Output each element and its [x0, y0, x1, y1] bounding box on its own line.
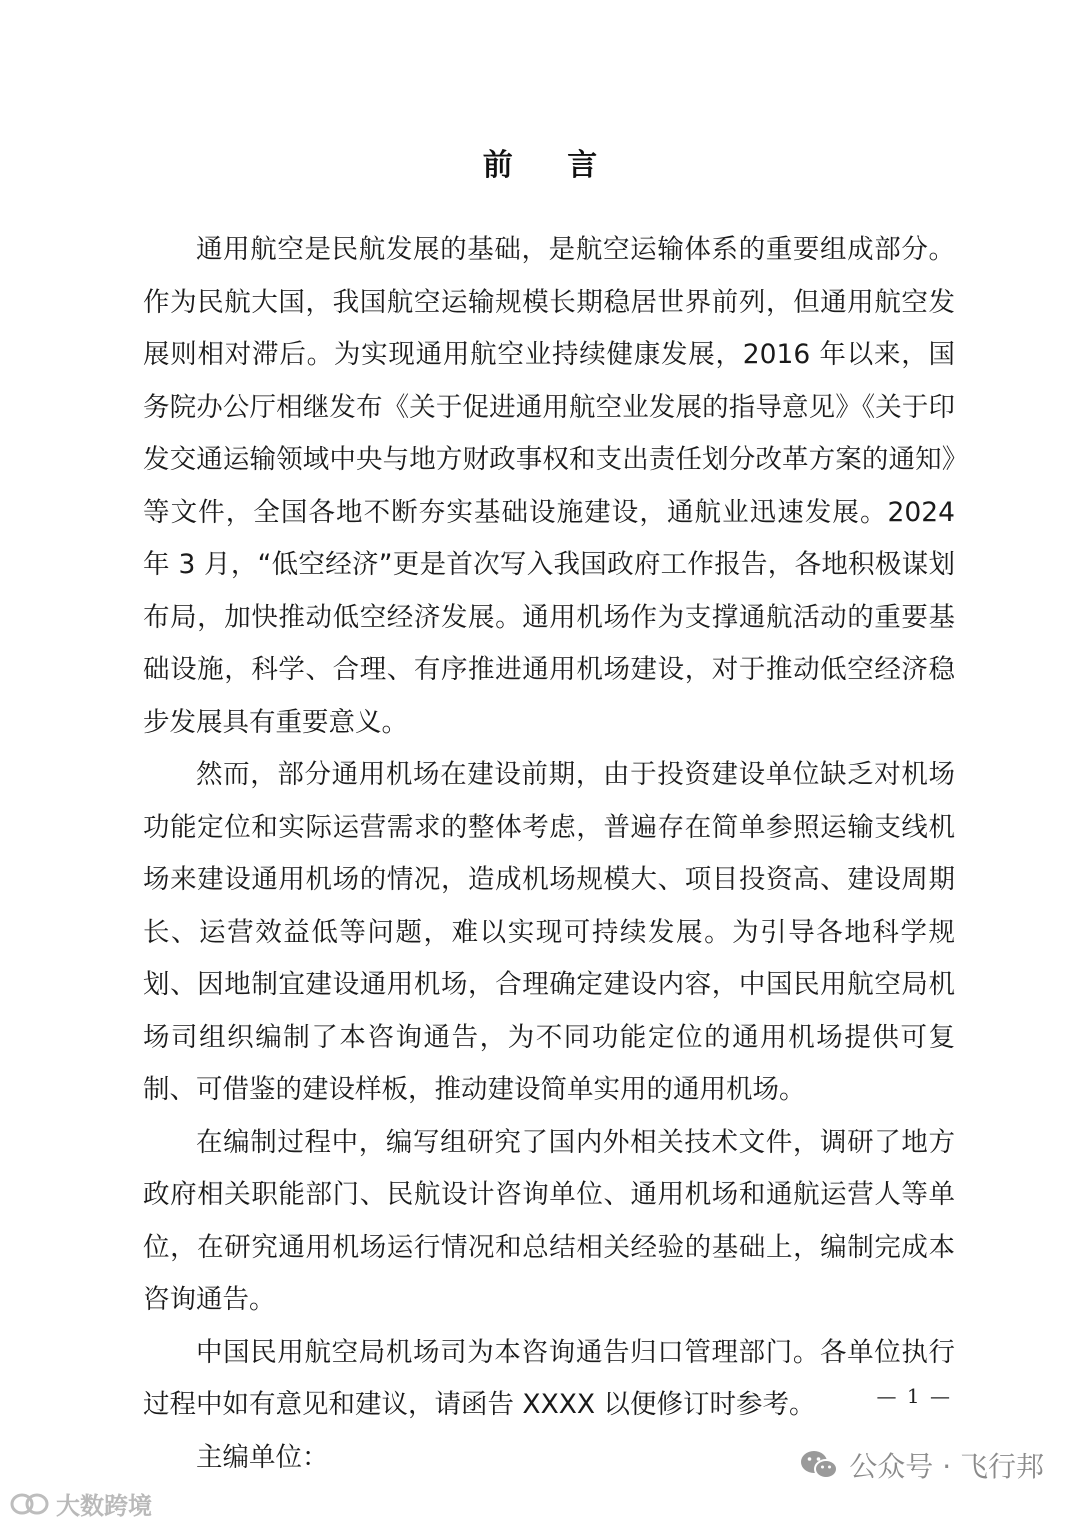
watermark-left — [10, 1486, 152, 1521]
page-number: — 1 — — [876, 1384, 952, 1408]
watermark-logo-icon — [10, 1491, 50, 1517]
editor-label: 主编单位： — [196, 1441, 329, 1473]
paragraph-3: 在编制过程中，编写组研究了国内外相关技术文件，调研了地方政府相关职能部门、民航设计咨询单位、通用机场和通航运营人等单位，在研究通用机场运行情况和总结相关经验的基础上，编制完成本咨询通告。 — [143, 1126, 955, 1315]
watermark-right-text: 公众号 · 飞行邦 — [849, 1450, 1044, 1483]
page-title: 前 言 — [482, 148, 620, 183]
paragraph-4: 中国民用航空局机场司为本咨询通告归口管理部门。各单位执行过程中如有意见和建议，请函告 XXXX 以便修订时参考。 — [143, 1336, 955, 1420]
document-body — [143, 224, 955, 1484]
paragraph-2: 然而，部分通用机场在建设前期，由于投资建设单位缺乏对机场功能定位和实际运营需求的整体考虑，普遍存在简单参照运输支线机场来建设通用机场的情况，造成机场规模大、项目投资高、建设周期长、运营效益低等问题，难以实现可持续发展。为引导各地科学规划、因地制宜建设通用机场，合理确定建设内容，中国民用航空局机场司组织编制了本咨询通告，为不同功能定位的通用机场提供可复制、可借鉴的建设样板，推动建设简单实用的通用机场。 — [143, 759, 955, 1105]
paragraph-1: 通用航空是民航发展的基础，是航空运输体系的重要组成部分。作为民航大国，我国航空运输规模长期稳居世界前列，但通用航空发展则相对滞后。为实现通用航空业持续健康发展，2016 年以来，国务院办公厅相继发布《关于促进通用航空业发展的指导意见》《关于印发交通运输领域中央与地方财政事权和支出责任划分改革方案的通知》等文件，全国各地不断夯实基础设施建设，通航业迅速发展。2024 年 3 月，“低空经济”更是首次写入我国政府工作报告，各地积极谋划布局，加快推动低空经济发展。通用机场作为支撑通航活动的重要基础设施，科学、合理、有序推进通用机场建设，对于推动低空经济稳步发展具有重要意义。 — [143, 234, 955, 738]
watermark-right — [799, 1445, 1044, 1485]
wechat-icon — [799, 1448, 839, 1482]
watermark-left-text: 大数跨境 — [56, 1492, 152, 1520]
